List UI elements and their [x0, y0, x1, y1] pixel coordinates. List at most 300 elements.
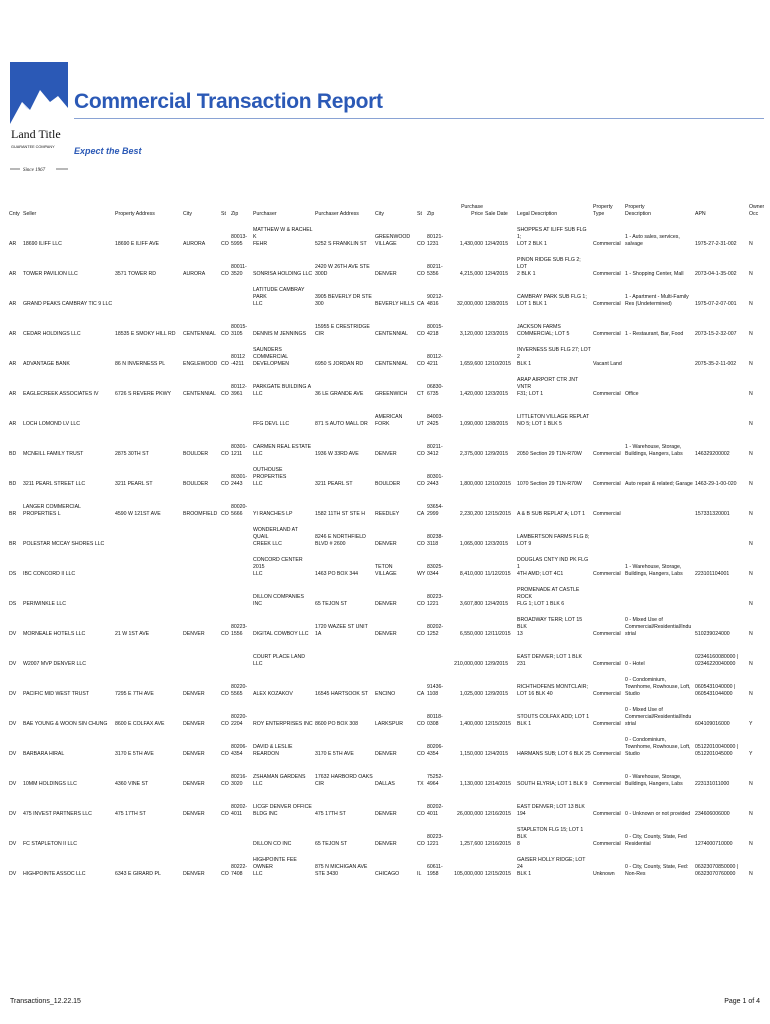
table-cell: [182, 578, 220, 608]
table-cell: WY: [417, 571, 426, 577]
table-cell: [182, 818, 220, 848]
table-cell: 223131011000: [695, 781, 730, 787]
table-cell: AR: [9, 421, 17, 427]
table-cell: [220, 818, 230, 848]
table-cell: 80223- 1221: [427, 594, 444, 607]
table-cell: CT: [417, 391, 424, 397]
table-cell: 0605431040000 | 0605431044000: [695, 684, 736, 697]
table-cell: Commercial: [593, 481, 621, 487]
column-header: Zip: [231, 211, 239, 217]
table-cell: 0 - Hotel: [625, 661, 645, 667]
table-cell: 875 N MICHIGAN AVE STE 3430: [315, 864, 368, 877]
table-cell: 6950 S JORDAN RD: [315, 361, 364, 367]
table-cell: CENTENNIAL: [183, 391, 216, 397]
table-row: [8, 608, 764, 638]
table-cell: 3211 PEARL STREET LLC: [23, 481, 86, 487]
table-cell: [230, 818, 252, 848]
table-cell: [182, 548, 220, 578]
table-cell: 80015- 3105: [231, 324, 248, 337]
table-row: [8, 458, 764, 488]
table-cell: [220, 638, 230, 668]
table-cell: POLESTAR MCCAY SHORES LLC: [23, 541, 105, 547]
footer-page-number: Page 1 of 4: [724, 998, 760, 1005]
table-cell: CO: [221, 331, 229, 337]
table-cell: 80015- 4218: [427, 324, 444, 337]
tagline: Expect the Best: [74, 146, 142, 156]
table-cell: DV: [9, 871, 17, 877]
table-cell: DENVER: [183, 691, 205, 697]
table-cell: 1,800,000: [459, 481, 483, 487]
table-cell: COURT PLACE LAND LLC: [253, 654, 305, 667]
table-cell: 60611- 1958: [427, 864, 443, 877]
table-cell: FC STAPLETON II LLC: [23, 841, 78, 847]
table-cell: 80112 -4211: [231, 354, 246, 367]
table-cell: 2073-15-2-32-007: [695, 331, 737, 337]
table-cell: 26,000,000: [457, 811, 483, 817]
table-cell: [416, 638, 426, 668]
table-cell: N: [749, 601, 753, 607]
table-cell: STAPLETON FLG 15; LOT 1 BLK 8: [517, 827, 584, 847]
table-cell: 80206- 4354: [231, 744, 248, 757]
table-cell: CAMBRAY PARK SUB FLG 1; LOT 1 BLK 1: [517, 294, 587, 307]
column-header: Sale Date: [485, 211, 508, 217]
table-cell: WONDERLAND AT QUAIL CREEK LLC: [253, 527, 298, 547]
table-cell: [592, 398, 624, 428]
table-cell: 8246 E NORTHFIELD BLVD # 2600: [315, 534, 366, 547]
table-cell: 16545 HARTSOOK ST: [315, 691, 368, 697]
table-cell: 4590 W 121ST AVE: [115, 511, 161, 517]
table-cell: HARMANS SUB; LOT 6 BLK 25: [517, 751, 591, 757]
table-cell: 0 - Mixed Use of Commercial/Residential/Indu strial: [625, 707, 692, 727]
table-cell: Commercial: [593, 751, 621, 757]
table-cell: 18690 E ILIFF AVE: [115, 241, 160, 247]
table-cell: 0 - City, County, State, Fed Residential: [625, 834, 687, 847]
table-cell: DENVER: [183, 751, 205, 757]
table-cell: FFG DEVL LLC: [253, 421, 290, 427]
table-cell: 1936 W 33RD AVE: [315, 451, 359, 457]
table-cell: 871 S AUTO MALL DR: [315, 421, 368, 427]
table-cell: Commercial: [593, 511, 621, 517]
table-cell: DENVER: [375, 631, 397, 637]
table-cell: BOULDER: [183, 481, 209, 487]
table-cell: Y: [749, 751, 753, 757]
footer-filename: Transactions_12.22.15: [10, 998, 81, 1005]
table-cell: [230, 398, 252, 428]
table-cell: LITTLETON VILLAGE REPLAT NO 5; LOT 1 BLK 5: [517, 414, 590, 427]
column-header: Legal Description: [517, 211, 558, 217]
table-cell: ALEX KOZAKOV: [253, 691, 293, 697]
table-cell: BD: [9, 481, 17, 487]
table-cell: TX: [417, 781, 424, 787]
table-cell: 91436- 1108: [427, 684, 444, 697]
table-cell: 1,025,000: [459, 691, 483, 697]
table-cell: [426, 638, 450, 668]
table-cell: ROY ENTERPRISES INC: [253, 721, 313, 727]
table-cell: AMERICAN FORK: [375, 414, 403, 427]
column-header: Purchaser Address: [315, 211, 359, 217]
table-cell: GREENWOOD VILLAGE: [375, 234, 411, 247]
table-cell: CO: [221, 631, 229, 637]
table-cell: [374, 638, 416, 668]
table-cell: BEVERLY HILLS: [375, 301, 415, 307]
table-cell: 12/15/2015: [485, 511, 511, 517]
table-row: [8, 788, 764, 818]
table-cell: 223101104001: [695, 571, 730, 577]
table-cell: Commercial: [593, 661, 621, 667]
table-cell: [624, 488, 694, 518]
table-row: [8, 488, 764, 518]
table-cell: Auto repair & related; Garage: [625, 481, 693, 487]
table-cell: CHICAGO: [375, 871, 400, 877]
table-cell: 234606006000: [695, 811, 730, 817]
transaction-table-container: [8, 196, 764, 976]
table-cell: CO: [221, 691, 229, 697]
table-cell: 1,130,000: [459, 781, 483, 787]
table-cell: 1,090,000: [459, 421, 483, 427]
table-cell: 3211 PEARL ST: [115, 481, 153, 487]
table-cell: CO: [417, 481, 425, 487]
table-cell: 8600 PO BOX 308: [315, 721, 358, 727]
table-cell: [220, 278, 230, 308]
table-cell: 1 - Warehouse, Storage, Buildings, Hangers, Labs: [625, 564, 683, 577]
table-cell: 80211- 5356: [427, 264, 443, 277]
table-cell: Commercial: [593, 571, 621, 577]
table-cell: [114, 518, 182, 548]
logo-text-sub: GUARANTEE COMPANY: [11, 145, 55, 149]
column-header: Purchaser: [253, 211, 277, 217]
table-cell: GREENWICH: [375, 391, 408, 397]
table-cell: LANGER COMMERCIAL PROPERTIES L: [23, 504, 81, 517]
table-cell: 12/3/2015: [485, 331, 509, 337]
table-cell: [230, 518, 252, 548]
table-cell: AR: [9, 361, 17, 367]
table-cell: CO: [417, 331, 425, 337]
table-cell: UT: [417, 421, 424, 427]
table-cell: AURORA: [183, 271, 206, 277]
table-cell: 17632 HARBORD OAKS CIR: [315, 774, 373, 787]
column-header: Owner Occ: [749, 204, 764, 217]
table-cell: 6343 E GIRARD PL: [115, 871, 161, 877]
table-cell: SOUTH ELYRIA; LOT 1 BLK 9: [517, 781, 588, 787]
table-cell: 0 - Condominium, Townhome, Rowhouse, Loft, Studio: [625, 677, 691, 697]
table-cell: N: [749, 841, 753, 847]
table-cell: Commercial: [593, 391, 621, 397]
table-cell: 1975-07-2-07-001: [695, 301, 737, 307]
table-cell: DS: [9, 571, 17, 577]
table-cell: CA: [417, 691, 425, 697]
table-cell: 80112- 3961: [231, 384, 247, 397]
table-cell: DS: [9, 601, 17, 607]
table-cell: 12/3/2015: [485, 541, 509, 547]
column-header: City: [183, 211, 192, 217]
table-cell: EAST DENVER; LOT 13 BLK 194: [517, 804, 585, 817]
table-cell: 12/9/2015: [485, 451, 509, 457]
table-cell: DOUGLAS CNTY IND PK FLG 1 4TH AMD; LOT 4C1: [517, 557, 589, 577]
table-cell: 80202- 1252: [427, 624, 444, 637]
table-cell: 1 - Shopping Center, Mall: [625, 271, 684, 277]
table-cell: Commercial: [593, 331, 621, 337]
table-row: [8, 698, 764, 728]
logo-since: Since 1967: [23, 168, 46, 173]
table-cell: CO: [221, 361, 229, 367]
table-cell: 12/10/2015: [485, 481, 511, 487]
table-cell: ZSHAMAN GARDENS LLC: [253, 774, 306, 787]
table-cell: 80238- 3118: [427, 534, 444, 547]
table-cell: GAISER HOLLY RIDGE; LOT 24 BLK 1: [517, 857, 586, 877]
table-cell: TETON VILLAGE: [375, 564, 397, 577]
table-cell: DV: [9, 811, 17, 817]
table-cell: [592, 578, 624, 608]
column-header: Property Address: [115, 211, 155, 217]
table-cell: [230, 548, 252, 578]
table-cell: 2050 Section 29 T1N-R70W: [517, 451, 582, 457]
table-row: [8, 668, 764, 698]
table-cell: 1 - Auto sales, services, salvage: [625, 234, 680, 247]
table-cell: TOWER PAVILION LLC: [23, 271, 78, 277]
table-cell: 8,410,000: [459, 571, 483, 577]
table-row: [8, 308, 764, 338]
table-cell: DENNIS M JENNINGS: [253, 331, 307, 337]
table-cell: DILLON COMPANIES INC: [253, 594, 304, 607]
table-cell: BROADWAY TERR; LOT 15 BLK 13: [517, 617, 583, 637]
table-row: [8, 578, 764, 608]
table-cell: 10MM HOLDINGS LLC: [23, 781, 77, 787]
table-cell: 11/12/2015: [485, 571, 511, 577]
table-cell: [114, 398, 182, 428]
table-cell: 2,230,200: [459, 511, 483, 517]
table-cell: 80211- 3412: [427, 444, 443, 457]
table-cell: BD: [9, 451, 17, 457]
table-cell: [624, 398, 694, 428]
table-cell: DV: [9, 661, 17, 667]
table-cell: [220, 398, 230, 428]
column-header: Seller: [23, 211, 37, 217]
table-cell: 8600 E COLFAX AVE: [115, 721, 165, 727]
table-cell: 80011- 3520: [231, 264, 247, 277]
table-cell: N: [749, 691, 753, 697]
table-cell: DENVER: [183, 721, 205, 727]
table-cell: 80301- 2443: [427, 474, 444, 487]
table-cell: CONCORD CENTER 2015 LLC: [253, 557, 303, 577]
table-cell: STOUTS COLFAX ADD; LOT 1 BLK 1: [517, 714, 590, 727]
table-cell: N: [749, 361, 753, 367]
table-cell: 1,400,000: [459, 721, 483, 727]
table-cell: 80202- 4011: [231, 804, 248, 817]
table-cell: CO: [221, 391, 229, 397]
table-cell: 12/10/2015: [485, 361, 511, 367]
table-cell: DV: [9, 781, 17, 787]
table-row: [8, 548, 764, 578]
table-cell: [230, 578, 252, 608]
table-cell: Commercial: [593, 721, 621, 727]
table-cell: N: [749, 391, 753, 397]
table-cell: Commercial: [593, 241, 621, 247]
table-cell: 475 17TH ST: [115, 811, 146, 817]
table-cell: SAUNDERS COMMERCIAL DEVELOPMEN: [253, 347, 290, 367]
table-cell: ADVANTAGE BANK: [23, 361, 70, 367]
table-cell: N: [749, 811, 753, 817]
table-cell: CO: [417, 541, 425, 547]
table-cell: 210,000,000: [454, 661, 483, 667]
table-cell: 2073-04-1-35-002: [695, 271, 737, 277]
table-cell: 12/8/2015: [485, 421, 509, 427]
table-cell: Vacant Land: [593, 361, 622, 367]
table-cell: [694, 368, 748, 398]
table-cell: CO: [221, 241, 229, 247]
table-cell: [694, 578, 748, 608]
table-cell: N: [749, 271, 753, 277]
table-cell: HIGHPOINTE FEE OWNER LLC: [253, 857, 297, 877]
table-cell: 105,000,000: [454, 871, 483, 877]
column-header: Cnty: [9, 211, 20, 217]
table-cell: AR: [9, 301, 17, 307]
table-cell: 3,120,000: [459, 331, 483, 337]
table-cell: 12/4/2015: [485, 241, 509, 247]
table-cell: N: [749, 631, 753, 637]
table-cell: 604109016000: [695, 721, 730, 727]
table-cell: 80220- 5565: [231, 684, 248, 697]
table-cell: DALLAS: [375, 781, 395, 787]
table-cell: 80223- 1221: [427, 834, 444, 847]
table-cell: PACIFIC MID WEST TRUST: [23, 691, 89, 697]
table-cell: Unknown: [593, 871, 615, 877]
table-cell: CA: [417, 511, 425, 517]
table-cell: BOULDER: [183, 451, 209, 457]
table-cell: ARAP AIRPORT CTR JNT VNTR F31; LOT 1: [517, 377, 579, 397]
table-cell: GRAND PEAKS CAMBRAY TIC 9 LLC: [23, 301, 113, 307]
table-cell: DENVER: [183, 871, 205, 877]
table-cell: CO: [417, 241, 425, 247]
table-cell: [114, 278, 182, 308]
table-cell: 1 - Warehouse, Storage, Buildings, Hangers, Labs: [625, 444, 683, 457]
table-cell: CO: [221, 751, 229, 757]
table-cell: PINON RIDGE SUB FLG 2; LOT 2 BLK 1: [517, 257, 581, 277]
transaction-table: [8, 196, 764, 878]
table-cell: 5252 S FRANKLIN ST: [315, 241, 367, 247]
table-cell: SHOPPES AT ILIFF SUB FLG 1; LOT 2 BLK 1: [517, 227, 587, 247]
table-cell: 3170 E 5TH AVE: [315, 751, 354, 757]
table-cell: A & B SUB REPLAT A; LOT 1: [517, 511, 586, 517]
table-cell: 0 - Mixed Use of Commercial/Residential/Indu strial: [625, 617, 692, 637]
table-cell: 80220- 2204: [231, 714, 248, 727]
table-cell: [694, 518, 748, 548]
table-cell: CO: [221, 271, 229, 277]
table-cell: 1,257,600: [459, 841, 483, 847]
table-cell: 2075-35-2-11-002: [695, 361, 737, 367]
table-cell: 90212- 4816: [427, 294, 444, 307]
table-cell: 18690 ILIFF LLC: [23, 241, 62, 247]
table-row: [8, 818, 764, 848]
table-cell: DV: [9, 751, 17, 757]
table-cell: N: [749, 511, 753, 517]
table-cell: CO: [221, 451, 229, 457]
table-cell: Commercial: [593, 691, 621, 697]
table-cell: 475 17TH ST: [315, 811, 346, 817]
column-header: APN: [695, 211, 706, 217]
table-cell: 05122010040000 | 0512201045000: [695, 744, 739, 757]
table-cell: 12/9/2015: [485, 661, 509, 667]
table-cell: 3170 E 5TH AVE: [115, 751, 154, 757]
table-cell: Commercial: [593, 781, 621, 787]
table-row: [8, 218, 764, 248]
table-cell: 12/16/2015: [485, 841, 511, 847]
table-cell: 84003- 2425: [427, 414, 444, 427]
table-cell: Commercial: [593, 631, 621, 637]
table-cell: 1720 WAZEE ST UNIT 1A: [315, 624, 368, 637]
table-cell: BOULDER: [375, 481, 401, 487]
table-row: [8, 398, 764, 428]
table-cell: CENTENNIAL: [183, 331, 216, 337]
table-cell: 1 - Apartment - Multi-Family Res (Undetermined): [625, 294, 689, 307]
table-cell: 6726 S REVERE PKWY: [115, 391, 171, 397]
table-cell: DENVER: [375, 601, 397, 607]
table-row: [8, 368, 764, 398]
table-cell: 80020- 5666: [231, 504, 248, 517]
logo-text-main: Land Title: [11, 127, 61, 141]
title-divider: [74, 118, 764, 119]
table-cell: N: [749, 661, 753, 667]
table-cell: OUTHOUSE PROPERTIES LLC: [253, 467, 287, 487]
table-row: [8, 248, 764, 278]
table-cell: 83025- 0344: [427, 564, 444, 577]
table-cell: LAMBERTSON FARMS FLG 8; LOT 9: [517, 534, 590, 547]
table-cell: 80121- 1231: [427, 234, 444, 247]
table-cell: MATTHEW W & RACHEL K FEHR: [253, 227, 313, 247]
table-cell: 65 TEJON ST: [315, 841, 348, 847]
table-cell: 86 N INVERNESS PL: [115, 361, 166, 367]
table-cell: 6,550,000: [459, 631, 483, 637]
table-cell: N: [749, 331, 753, 337]
table-cell: CO: [221, 811, 229, 817]
land-title-logo: [8, 62, 72, 178]
table-cell: 510239024000: [695, 631, 730, 637]
table-cell: 02346160080000 | 02346220040000: [695, 654, 739, 667]
table-cell: 146329200002: [695, 451, 730, 457]
table-cell: DENVER: [375, 751, 397, 757]
column-header: Property Type: [593, 204, 613, 217]
table-cell: DENVER: [183, 631, 205, 637]
table-cell: LICGF DENVER OFFICE BLDG INC: [253, 804, 312, 817]
table-cell: 12/4/2015: [485, 601, 509, 607]
table-cell: CO: [417, 361, 425, 367]
table-cell: Commercial: [593, 301, 621, 307]
table-cell: Commercial: [593, 841, 621, 847]
table-cell: [694, 398, 748, 428]
table-cell: 4,215,000: [459, 271, 483, 277]
column-header: City: [375, 211, 384, 217]
table-cell: LOCH LOMOND LV LLC: [23, 421, 80, 427]
table-cell: 80216- 3020: [231, 774, 248, 787]
table-cell: EAST DENVER; LOT 1 BLK 231: [517, 654, 582, 667]
table-cell: DENVER: [375, 271, 397, 277]
table-cell: Commercial: [593, 451, 621, 457]
table-cell: 12/4/2015: [485, 271, 509, 277]
table-cell: CO: [417, 631, 425, 637]
table-cell: N: [749, 571, 753, 577]
table-cell: [182, 518, 220, 548]
table-cell: CO: [221, 721, 229, 727]
table-cell: [114, 818, 182, 848]
table-cell: [114, 638, 182, 668]
table-cell: CO: [221, 871, 229, 877]
table-cell: CO: [417, 841, 425, 847]
table-cell: CO: [417, 811, 425, 817]
table-cell: Office: [625, 391, 639, 397]
table-row: [8, 518, 764, 548]
table-cell: 80112- 4211: [427, 354, 443, 367]
table-cell: 80222- 7408: [231, 864, 248, 877]
column-header: St: [221, 211, 226, 217]
